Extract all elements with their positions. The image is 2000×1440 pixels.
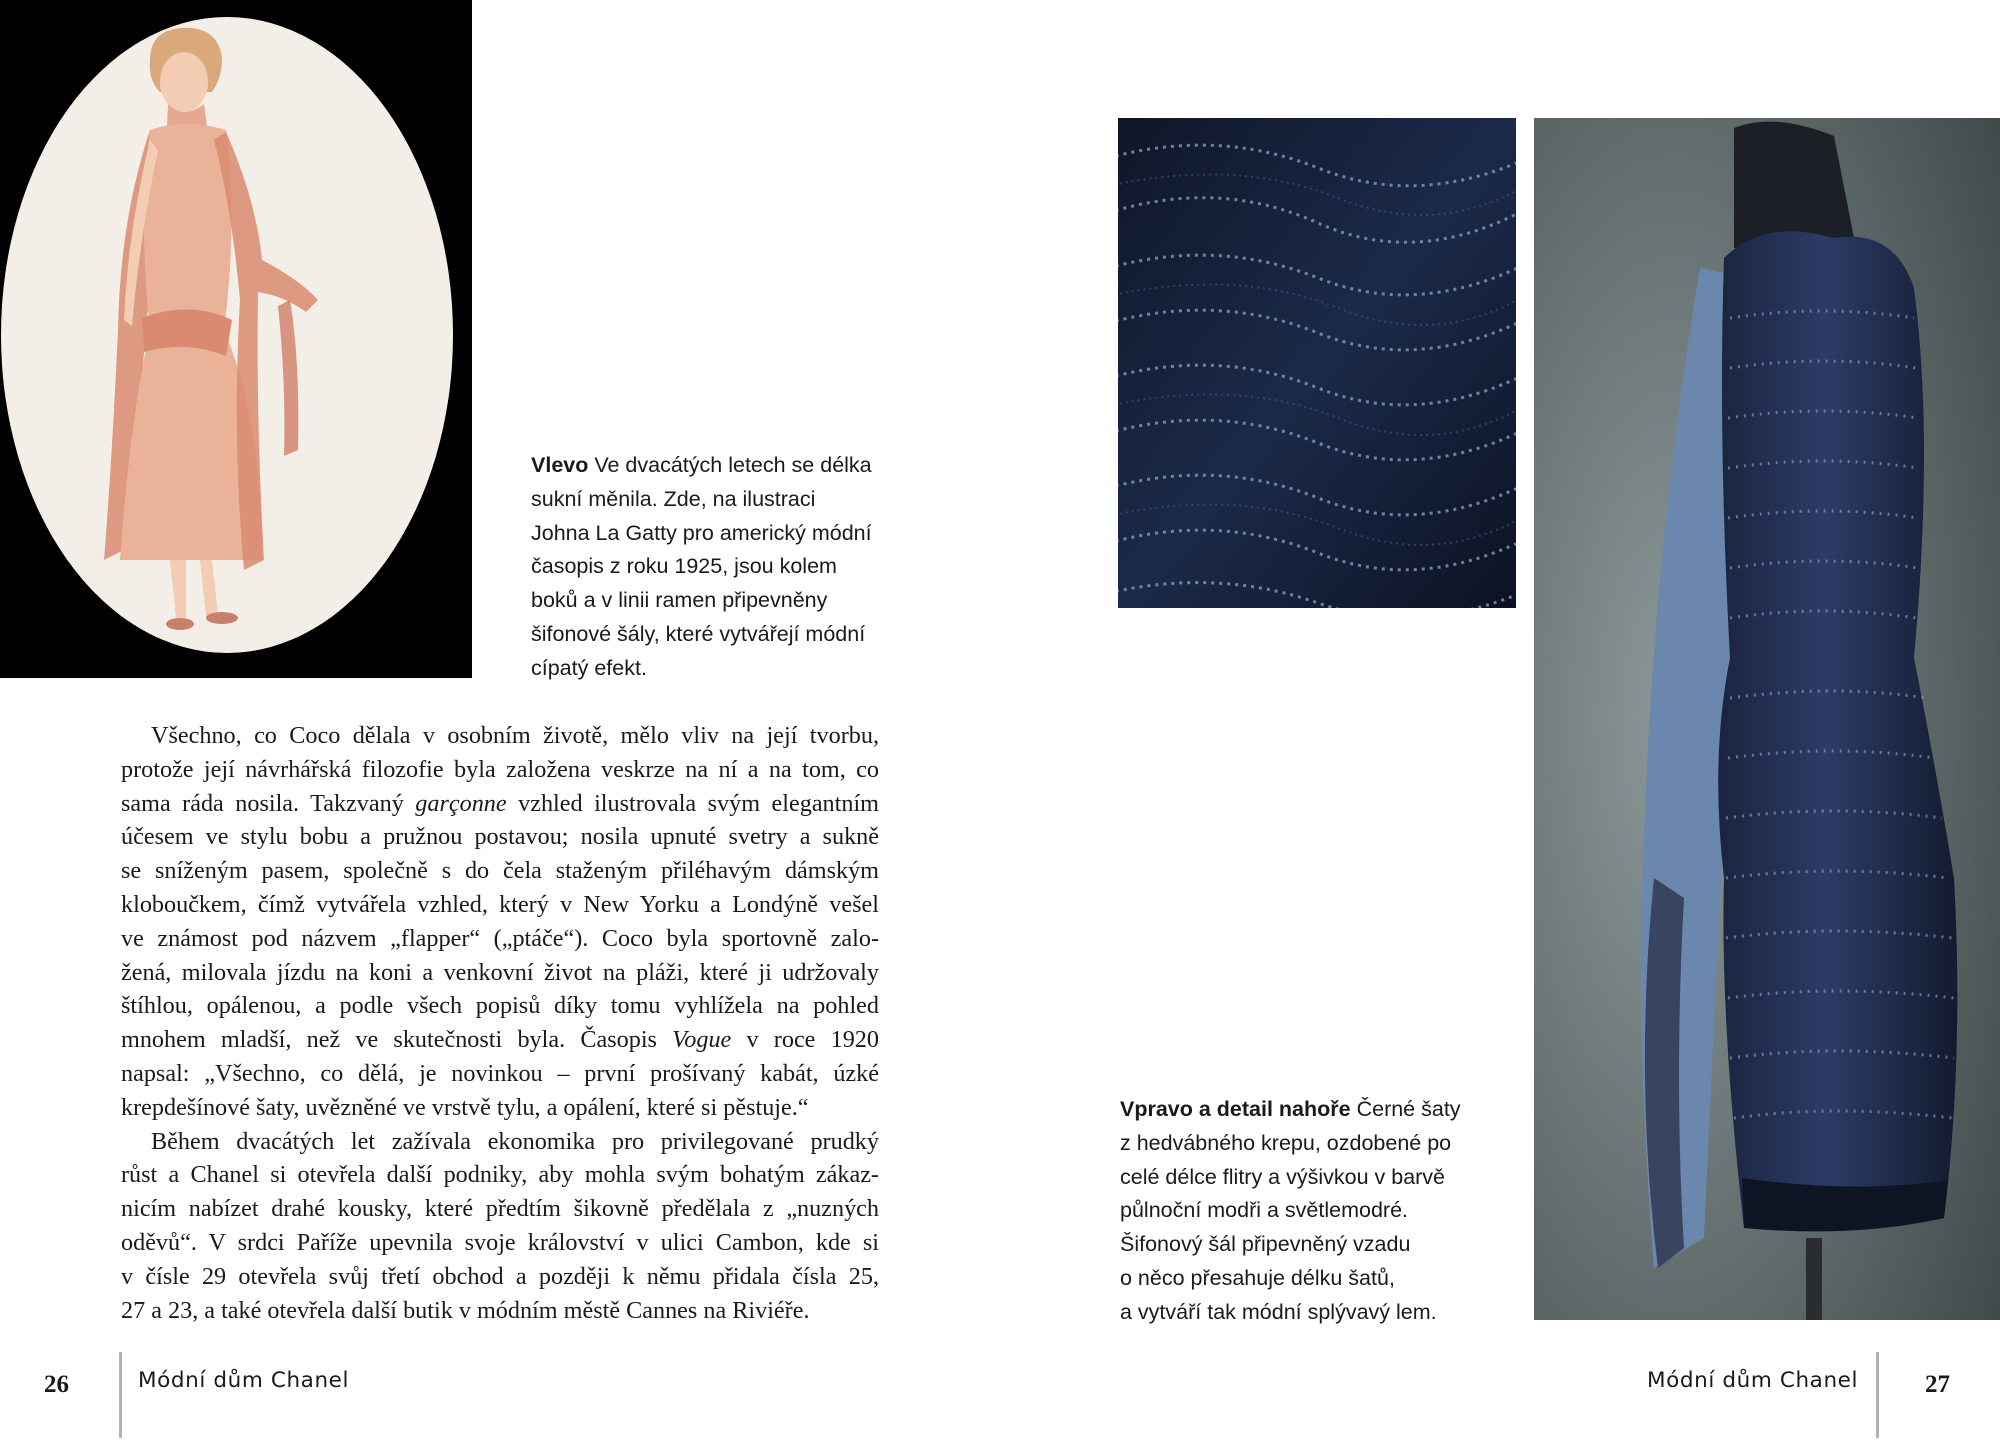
body-line-part: v roce 1920 (731, 1026, 879, 1054)
caption-left-line: boků a v linii ramen připevněny (531, 588, 828, 613)
body-line (121, 1023, 879, 1057)
body-line-part: sama ráda nosila. Takzvaný (121, 789, 416, 817)
body-line: nicím nabízet drahé kousky, které předtím šikovně předělala z „nuzných (121, 1195, 879, 1223)
caption-right-label: Vpravo a detail nahoře (1120, 1097, 1351, 1121)
body-line: Během dvacátých let zažívala ekonomika pro privilegované prudký (151, 1127, 879, 1155)
page-number-right: 27 (1925, 1371, 1950, 1398)
body-line: kloboučkem, čímž vytvářela vzhled, který v New Yorku a Londýně vešel (121, 890, 879, 918)
caption-right-line: o něco přesahuje délku šatů, (1120, 1265, 1395, 1290)
caption-right (1120, 1093, 1520, 1330)
body-line: protože její návrhářská filozofie byla založena veskrze na ní a na tom, co (121, 755, 879, 783)
caption-right-line: půlnoční modři a světlemodré. (1120, 1198, 1409, 1223)
page-number-left: 26 (44, 1371, 69, 1398)
body-line: účesem ve stylu bobu a pružnou postavou; nosila upnuté svetry a sukně (121, 823, 879, 851)
caption-right-line: z hedvábného krepu, ozdobené po (1120, 1130, 1452, 1155)
caption-right-line: Černé šaty (1350, 1097, 1461, 1121)
italic-term: garçonne (415, 789, 507, 817)
body-line: napsal: „Všechno, co dělá, je novinkou – první prošívaný kabát, úzké (121, 1059, 879, 1087)
caption-left-line: časopis z roku 1925, jsou kolem (531, 554, 837, 579)
caption-right-line: a vytváří tak módní splývavý lem. (1120, 1299, 1437, 1324)
italic-term: Vogue (672, 1026, 732, 1054)
body-line-part: mnohem mladší, než ve skutečnosti byla. Časopis (121, 1026, 673, 1054)
running-head-right: Módní dům Chanel (1647, 1368, 1859, 1393)
dress-drawing (1534, 118, 2000, 1320)
caption-left-line: sukní měnila. Zde, na ilustraci (531, 486, 816, 511)
body-line: Všechno, co Coco dělala v osobním životě, mělo vliv na její tvorbu, (151, 722, 879, 749)
fashion-illustration-drawing (0, 0, 472, 678)
body-line: štíhlou, opálenou, a podle všech popisů díky tomu vyhlížela na pohled (121, 992, 879, 1020)
body-line: oděvů“. V srdci Paříže upevnila svoje království v ulici Cambon, kde si (121, 1228, 879, 1256)
body-line: v čísle 29 otevřela svůj třetí obchod a později k němu přidala čísla 25, (121, 1262, 879, 1290)
body-line-part: vzhled ilustrovala svým elegantním (506, 789, 879, 817)
body-line: ve známost pod názvem „flapper“ („ptáče“). Coco byla sportovně zalo- (121, 924, 879, 952)
running-head-left: Módní dům Chanel (138, 1368, 350, 1393)
body-text (121, 719, 879, 1327)
dress-detail-photo (1118, 118, 1516, 608)
body-line: žená, milovala jízdu na koni a venkovní život na pláži, které ji udržovaly (121, 958, 879, 986)
dress-on-mannequin-photo (1534, 118, 2000, 1320)
caption-left-line: Johna La Gatty pro americký módní (531, 520, 872, 545)
body-line: krepdešínové šaty, uvězněné ve vrstvě tylu, a opálení, které si pěstuje.“ (121, 1093, 809, 1121)
caption-left (531, 449, 891, 686)
caption-left-line: Ve dvacátých letech se délka (588, 453, 872, 477)
fashion-illustration (0, 0, 472, 678)
caption-left-label: Vlevo (531, 453, 589, 477)
body-line (121, 787, 879, 821)
caption-left-line: cípatý efekt. (531, 655, 647, 680)
footer-rule-right (1876, 1352, 1879, 1438)
caption-left-line: šifonové šály, které vytvářejí módní (531, 621, 866, 646)
caption-right-line: Šifonový šál připevněný vzadu (1120, 1232, 1411, 1257)
body-line: se sníženým pasem, společně s do čela staženým přiléhavým dámským (121, 857, 879, 885)
body-line: růst a Chanel si otevřela další podniky, aby mohla svým bohatým zákaz- (121, 1161, 879, 1189)
footer-rule-left (119, 1352, 122, 1438)
body-line: 27 a 23, a také otevřela další butik v módním městě Cannes na Riviéře. (121, 1296, 810, 1324)
caption-right-line: celé délce flitry a výšivkou v barvě (1120, 1164, 1446, 1189)
beadwork-texture (1118, 118, 1516, 608)
